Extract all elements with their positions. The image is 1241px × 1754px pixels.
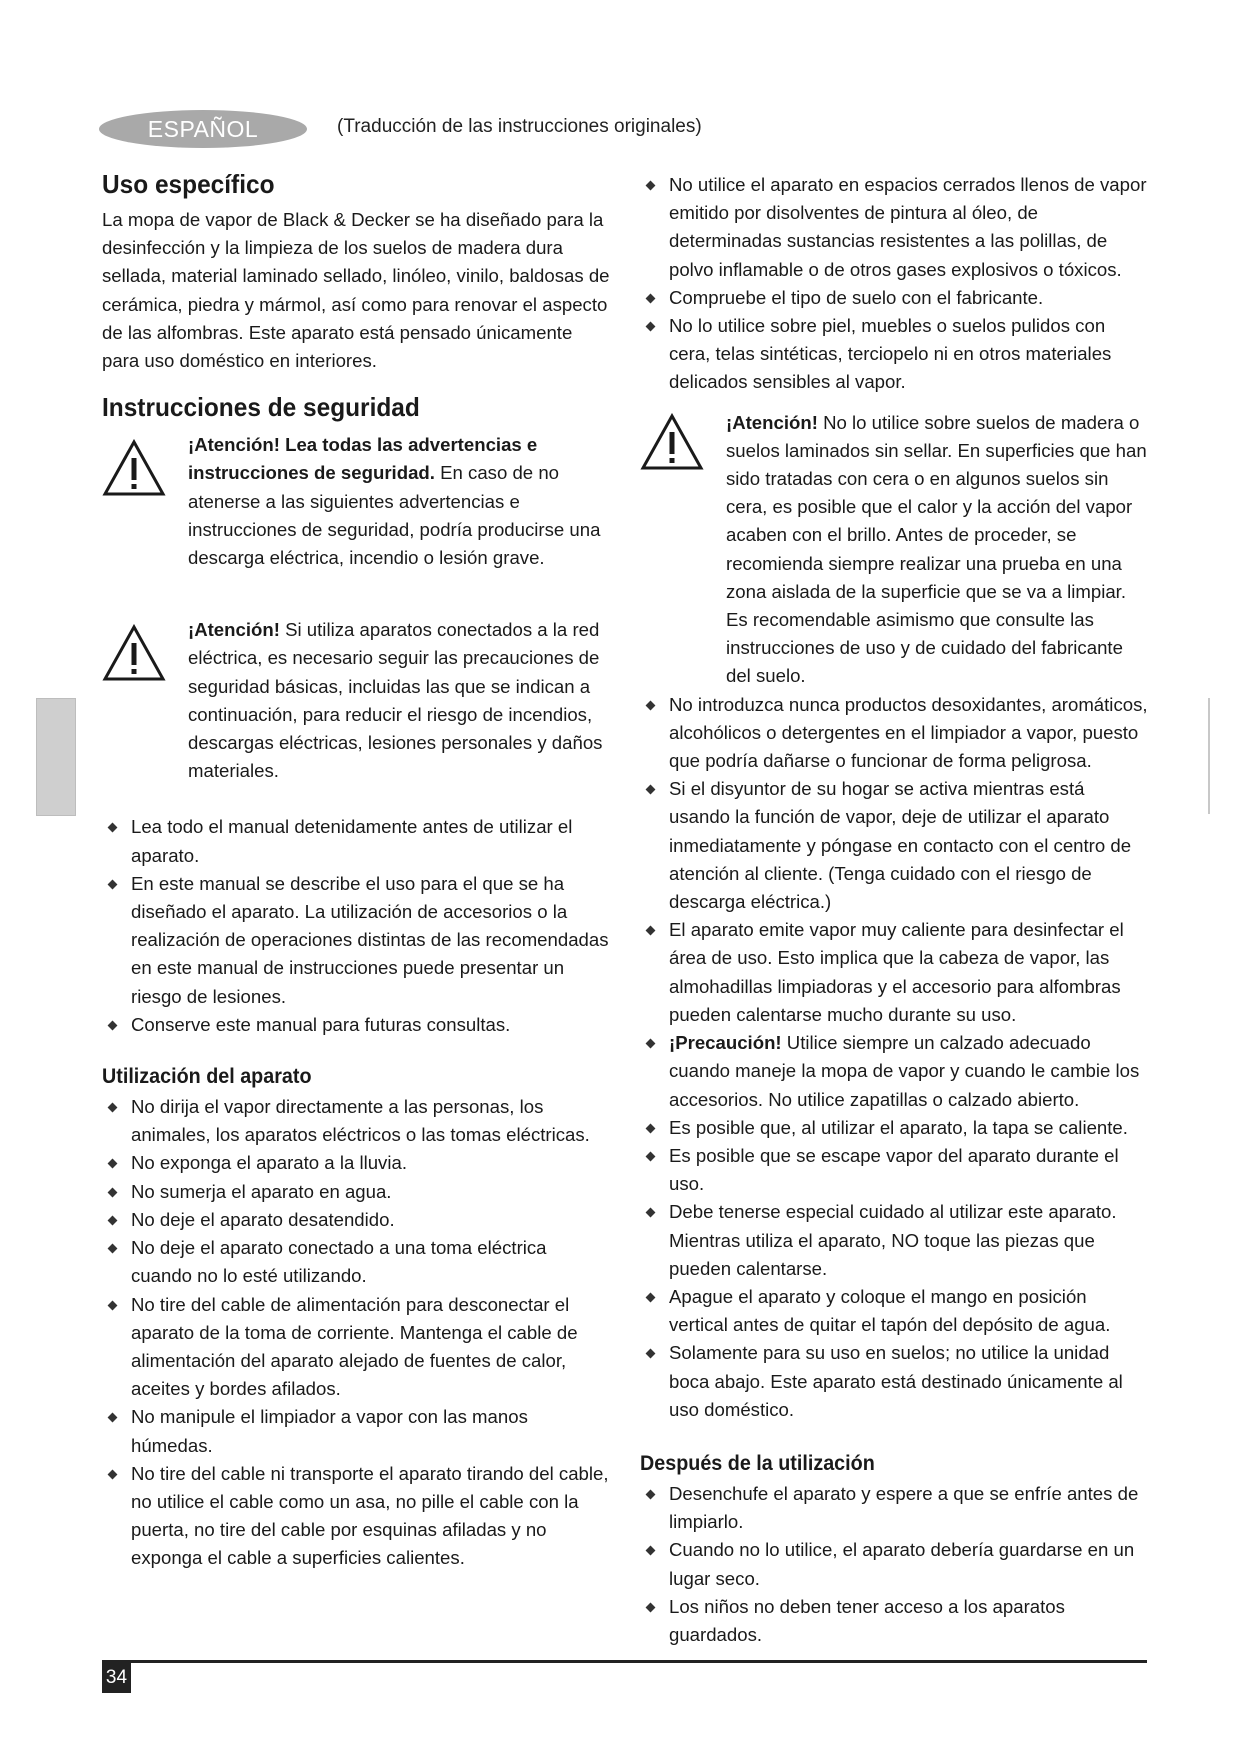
- floor-warning-text: [726, 409, 1150, 691]
- bullet-diamond-icon: [108, 1413, 118, 1423]
- list-item: Los niños no deben tener acceso a los aparatos guardados.: [640, 1593, 1150, 1649]
- list-item: [640, 1029, 1150, 1114]
- after-use-title: Después de la utilización: [640, 1451, 875, 1475]
- warning-1-bold: ¡Atención! Lea todas las advertencias e instrucciones de seguridad.: [188, 434, 538, 484]
- list-item: No lo utilice sobre piel, muebles o suelos pulidos con cera, telas sintéticas, terciopelo ni en otros materiales delicados sensibles al vapor.: [640, 312, 1150, 397]
- list-item: Es posible que se escape vapor del aparato durante el uso.: [640, 1142, 1150, 1198]
- list-item: Desenchufe el aparato y espere a que se enfríe antes de limpiarlo.: [640, 1480, 1150, 1536]
- caution-body: Utilice siempre un calzado adecuado cuando maneje la mopa de vapor y cuando le cambie los accesorios. No utilice zapatillas o calzado abierto.: [669, 1032, 1140, 1110]
- safety-warning-2: [102, 616, 612, 785]
- list-item: No deje el aparato conectado a una toma eléctrica cuando no lo esté utilizando.: [102, 1234, 612, 1290]
- list-item: En este manual se describe el uso para el que se ha diseñado el aparato. La utilización de accesorios o la realización de operaciones distintas de las recomendadas en este manual de instrucciones puede presentar un riesgo de lesiones.: [102, 870, 612, 1011]
- bullet-diamond-icon: [108, 1159, 118, 1169]
- warning-2-bold: ¡Atención!: [188, 619, 280, 641]
- bullet-diamond-icon: [108, 879, 118, 889]
- page-number: 34: [102, 1663, 131, 1693]
- warning-2-body: Si utiliza aparatos conectados a la red eléctrica, es necesario seguir las precauciones de seguridad básicas, incluidas las que se indican a continuación, para reducir el riesgo de incendios, descargas eléctricas, lesiones personales y daños materiales.: [188, 619, 603, 782]
- list-item: No tire del cable ni transporte el aparato tirando del cable, no utilice el cable como un asa, no pille el cable con la puerta, no tire del cable por esquinas afiladas y no exponga el cable a superficies calientes.: [102, 1460, 612, 1573]
- bullet-diamond-icon: [108, 1020, 118, 1030]
- safety-title: Instrucciones de seguridad: [102, 392, 420, 423]
- warning-1-body: En caso de no atenerse a las siguientes advertencias e instrucciones de seguridad, podría producirse una descarga eléctrica, incendio o lesión grave.: [188, 462, 601, 569]
- bullet-diamond-icon: [646, 1602, 656, 1612]
- bullet-diamond-icon: [646, 1039, 656, 1049]
- list-item: Cuando no lo utilice, el aparato debería guardarse en un lugar seco.: [640, 1536, 1150, 1592]
- warning-triangle-icon: [640, 413, 704, 471]
- bullet-diamond-icon: [646, 322, 656, 332]
- list-item: No utilice el aparato en espacios cerrados llenos de vapor emitido por disolventes de pintura al óleo, de determinadas sustancias resistentes a las polillas, de polvo inflamable o de otros gases explosivos o tóxicos.: [640, 171, 1150, 284]
- list-item: No introduzca nunca productos desoxidantes, aromáticos, alcohólicos o detergentes en el limpiador a vapor, puesto que podría dañarse o funcionar de forma peligrosa.: [640, 691, 1150, 776]
- floor-warning-bold: ¡Atención!: [726, 411, 818, 433]
- list-item: Apague el aparato y coloque el mango en posición vertical antes de quitar el tapón del depósito de agua.: [640, 1283, 1150, 1339]
- bullet-diamond-icon: [108, 1469, 118, 1479]
- use-title: Utilización del aparato: [102, 1065, 312, 1089]
- right-list-mid: [640, 691, 1150, 1424]
- warning-triangle-icon: [102, 624, 166, 682]
- left-column: [102, 168, 612, 1573]
- bullet-diamond-icon: [108, 823, 118, 833]
- list-item: No deje el aparato desatendido.: [102, 1206, 612, 1234]
- list-item: Lea todo el manual detenidamente antes de utilizar el aparato.: [102, 813, 612, 869]
- use-list: [102, 1093, 612, 1572]
- intended-use-title: Uso específico: [102, 169, 275, 199]
- list-item: No tire del cable de alimentación para desconectar el aparato de la toma de corriente. Mantenga el cable de alimentación del aparato alejado de fuentes de calor, aceites y bordes afilados.: [102, 1291, 612, 1404]
- bullet-diamond-icon: [646, 785, 656, 795]
- list-item: Compruebe el tipo de suelo con el fabricante.: [640, 284, 1150, 312]
- bullet-diamond-icon: [646, 181, 656, 191]
- list-item: El aparato emite vapor muy caliente para desinfectar el área de uso. Esto implica que la cabeza de vapor, las almohadillas limpiadoras y el accesorio para alfombras pueden calentarse mucho durante su uso.: [640, 916, 1150, 1029]
- bullet-diamond-icon: [646, 1292, 656, 1302]
- safety-warning-1: [102, 431, 612, 572]
- bullet-diamond-icon: [646, 926, 656, 936]
- list-item: No manipule el limpiador a vapor con las manos húmedas.: [102, 1403, 612, 1459]
- bullet-diamond-icon: [108, 1244, 118, 1254]
- translation-note: (Traducción de las instrucciones originales): [337, 116, 702, 137]
- bullet-diamond-icon: [646, 1489, 656, 1499]
- right-column: [640, 171, 1150, 1649]
- list-item: Conserve este manual para futuras consultas.: [102, 1011, 612, 1039]
- list-item: No sumerja el aparato en agua.: [102, 1178, 612, 1206]
- bullet-diamond-icon: [108, 1300, 118, 1310]
- list-item: No exponga el aparato a la lluvia.: [102, 1149, 612, 1177]
- bullet-diamond-icon: [108, 1187, 118, 1197]
- right-list-top: [640, 171, 1150, 397]
- intended-use-body: La mopa de vapor de Black & Decker se ha diseñado para la desinfección y la limpieza de los suelos de madera dura sellada, material laminado sellado, linóleo, vinilo, baldosas de cerámica, piedra y mármol, así como para renovar el aspecto de las alfombras. Este aparato está pensado únicamente para uso doméstico en interiores.: [102, 209, 610, 372]
- language-badge: ESPAÑOL: [99, 110, 307, 148]
- bullet-diamond-icon: [646, 700, 656, 710]
- floor-warning-body: No lo utilice sobre suelos de madera o suelos laminados sin sellar. En superficies que han sido tratadas con cera o en algunos suelos sin cera, es posible que el calor y la acción del vapor acaben con el brillo. Antes de proceder, se recomienda siempre realizar una prueba en una zona aislada de la superficie que se va a limpiar. Es recomendable asimismo que consulte las instrucciones de uso y de cuidado del fabricante del suelo.: [726, 411, 1147, 687]
- list-item: Debe tenerse especial cuidado al utilizar este aparato. Mientras utiliza el aparato, NO toque las piezas que pueden calentarse.: [640, 1198, 1150, 1283]
- bullet-diamond-icon: [646, 1151, 656, 1161]
- warning-1-text: [188, 431, 612, 572]
- bullet-diamond-icon: [646, 293, 656, 303]
- bullet-diamond-icon: [646, 1349, 656, 1359]
- warning-2-text: [188, 616, 612, 785]
- after-use-list: [640, 1480, 1150, 1649]
- bullet-diamond-icon: [646, 1546, 656, 1556]
- bullet-diamond-icon: [108, 1103, 118, 1113]
- bullet-diamond-icon: [646, 1208, 656, 1218]
- side-tab-marker: [36, 698, 76, 816]
- bullet-diamond-icon: [646, 1123, 656, 1133]
- safety-list: [102, 813, 612, 1039]
- list-item: Solamente para su uso en suelos; no utilice la unidad boca abajo. Este aparato está destinado únicamente al uso doméstico.: [640, 1339, 1150, 1424]
- warning-triangle-icon: [102, 439, 166, 497]
- list-item: No dirija el vapor directamente a las personas, los animales, los aparatos eléctricos o las tomas eléctricas.: [102, 1093, 612, 1149]
- bullet-diamond-icon: [108, 1215, 118, 1225]
- right-margin-marker: [1208, 698, 1210, 814]
- caution-bold: ¡Precaución!: [669, 1032, 782, 1054]
- footer-rule: [102, 1660, 1147, 1663]
- list-item: Si el disyuntor de su hogar se activa mientras está usando la función de vapor, deje de utilizar el aparato inmediatamente y póngase en contacto con el centro de atención al cliente. (Tenga cuidado con el riesgo de descarga eléctrica.): [640, 775, 1150, 916]
- floor-warning: [640, 409, 1150, 691]
- list-item: Es posible que, al utilizar el aparato, la tapa se caliente.: [640, 1114, 1150, 1142]
